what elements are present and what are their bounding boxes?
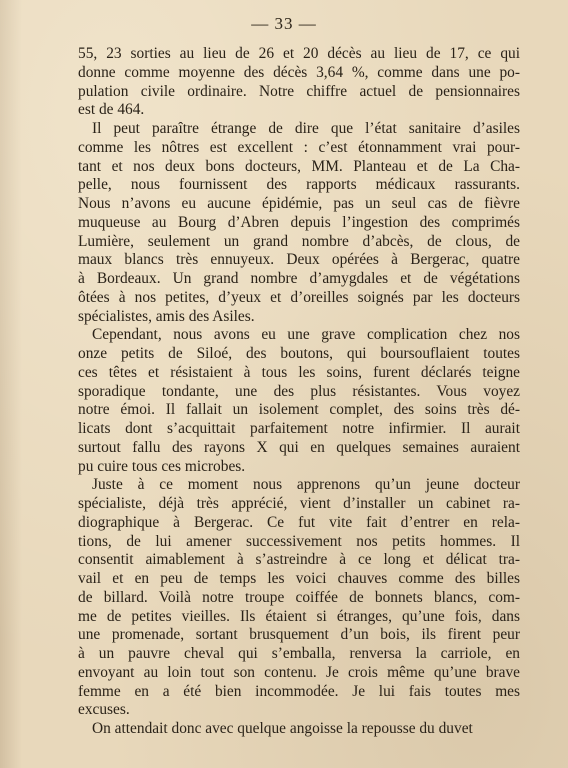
paragraph xyxy=(78,45,520,120)
text-line: pulation civile ordinaire. Notre chiffre actuel de pensionnaires xyxy=(78,82,520,100)
text-line: spécialiste, déjà très apprécié, vient d’installer un cabinet ra- xyxy=(78,495,520,512)
text-line: de billard. Voilà notre troupe coiffée de bonnets blancs, com- xyxy=(78,588,520,606)
text-line: On attendait donc avec quelque angoisse la repousse du duvet xyxy=(92,720,473,737)
text-line: vail et en peu de temps les voici chauves comme des billes xyxy=(78,570,520,587)
text-line: maux blancs très ennuyeux. Deux opérées à Bergerac, quatre xyxy=(78,251,520,269)
text-line: est de 464. xyxy=(78,101,145,119)
text-line: me de petites vieilles. Ils étaient si étranges, qu’une fois, dans xyxy=(78,607,520,625)
text-line: Juste à ce moment nous apprenons qu’un jeune docteur xyxy=(92,476,520,494)
text-line: consentit aimablement à s’astreindre à ce long et délicat tra- xyxy=(78,551,520,569)
text-line: Nous n’avons eu aucune épidémie, pas un seul cas de fièvre xyxy=(78,195,520,212)
text-line: tions, de lui amener successivement nos petits hommes. Il xyxy=(78,532,520,550)
text-line: femme en a été bien incommodée. Je lui fais toutes mes xyxy=(78,682,520,700)
paragraph xyxy=(78,476,520,720)
text-line: pu cuire tous ces microbes. xyxy=(78,457,246,475)
text-line: Cependant, nous avons eu une grave complication chez nos xyxy=(92,326,520,344)
text-line: pelle, nous fournissent des rapports médicaux rassurants. xyxy=(78,176,520,194)
paragraph xyxy=(78,720,520,739)
text-line: donne comme moyenne des décès 3,64 %, comme dans une po- xyxy=(78,63,520,81)
text-line: tant et nos deux bons docteurs, MM. Planteau et de La Cha- xyxy=(78,157,520,175)
text-line: envoyant au loin tout son contenu. Je crois même qu’une brave xyxy=(78,663,520,681)
text-line: Il peut paraître étrange de dire que l’état sanitaire d’asiles xyxy=(92,120,520,137)
paragraph xyxy=(78,120,520,326)
page-number: — 33 — xyxy=(251,14,317,33)
text-line: licats dont s’acquittait parfaitement notre infirmier. Il aurait xyxy=(78,420,520,437)
text-line: à Bordeaux. Un grand nombre d’amygdales et de végétations xyxy=(78,270,520,287)
text-line: Lumière, seulement un grand nombre d’abcès, de clous, de xyxy=(78,232,520,250)
text-line: une promenade, sortant brusquement d’un bois, ils firent peur xyxy=(78,626,520,644)
text-line: excuses. xyxy=(78,701,130,719)
text-line: comme les nôtres est excellent : c’est étonnamment vrai pour- xyxy=(78,138,520,156)
text-line: ôtées à nos petites, d’yeux et d’oreilles soignés par les docteurs xyxy=(78,288,520,306)
text-line: surtout fallu des rayons X qui en quelques semaines auraient xyxy=(78,438,520,456)
text-line: onze petits de Siloé, des boutons, qui boursouflaient toutes xyxy=(78,345,520,362)
text-line: notre émoi. Il fallait un isolement complet, des soins très dé- xyxy=(78,401,520,419)
paragraph xyxy=(78,326,520,476)
text-line: muqueuse au Bourg d’Abren depuis l’ingestion des comprimés xyxy=(78,213,520,231)
text-line: à un pauvre cheval qui s’emballa, renversa la carriole, en xyxy=(78,645,520,662)
page-text-body xyxy=(78,45,520,739)
text-line: diographique à Bergerac. Ce fut vite fait d’entrer en rela- xyxy=(78,513,520,531)
text-line: sporadique tondante, une des plus résistantes. Vous voyez xyxy=(78,382,520,400)
text-line: spécialistes, amis des Asiles. xyxy=(78,307,255,325)
text-line: ces têtes et résistaient à tous les soins, furent déclarés teigne xyxy=(78,363,520,381)
text-line: 55, 23 sorties au lieu de 26 et 20 décès au lieu de 17, ce qui xyxy=(78,45,520,62)
